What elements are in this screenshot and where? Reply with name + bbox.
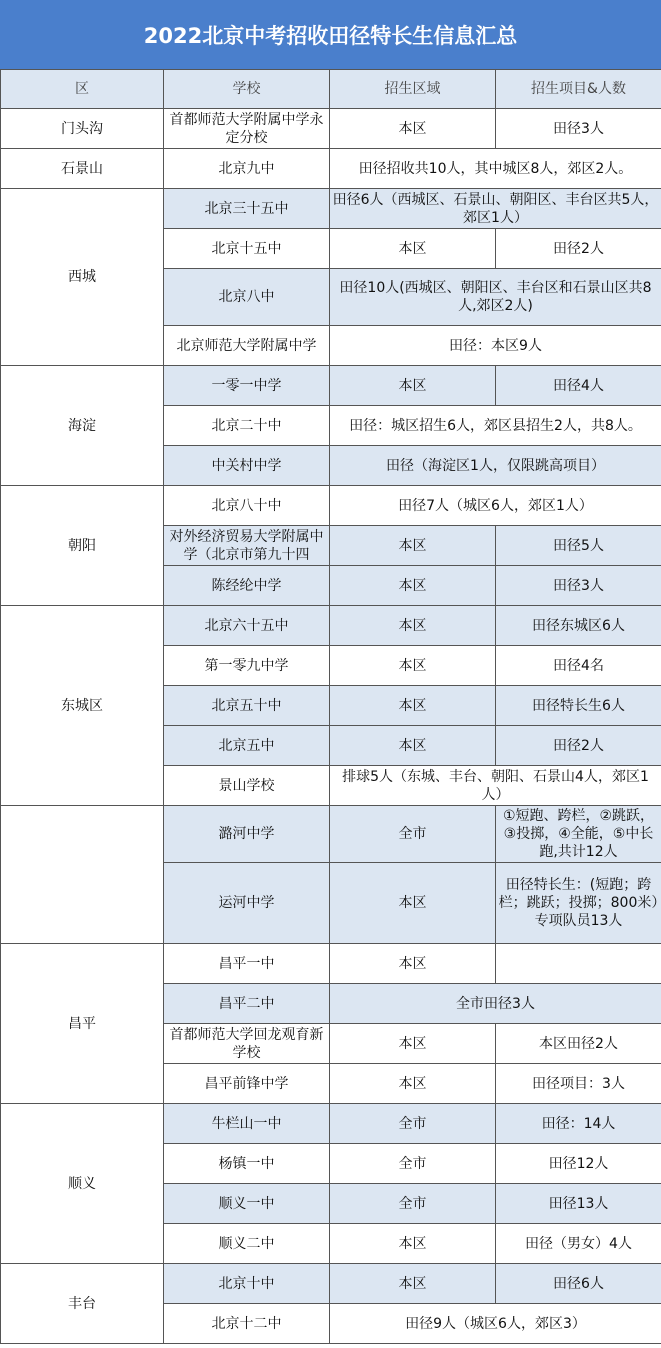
district-cell: 昌平 (1, 944, 164, 1104)
quota-cell: 田径5人 (496, 526, 661, 566)
area-cell: 全市 (330, 1144, 496, 1184)
school-cell: 北京六十五中 (164, 606, 330, 646)
area-cell: 本区 (330, 109, 496, 149)
school-cell: 景山学校 (164, 766, 330, 806)
area-cell: 本区 (330, 229, 496, 269)
quota-cell: 田径3人 (496, 566, 661, 606)
area-cell: 本区 (330, 606, 496, 646)
area-cell: 本区 (330, 686, 496, 726)
table-row (1, 1104, 661, 1144)
district-cell: 西城 (1, 189, 164, 366)
school-cell: 昌平前锋中学 (164, 1064, 330, 1104)
school-cell: 北京师范大学附属中学 (164, 326, 330, 366)
school-cell: 北京三十五中 (164, 189, 330, 229)
school-cell: 北京八中 (164, 269, 330, 326)
quota-cell: 田径13人 (496, 1184, 661, 1224)
merged-cell: 排球5人（东城、丰台、朝阳、石景山4人，郊区1人） (330, 766, 661, 806)
area-cell: 本区 (330, 566, 496, 606)
school-cell: 顺义一中 (164, 1184, 330, 1224)
school-cell: 北京二十中 (164, 406, 330, 446)
area-cell: 本区 (330, 1024, 496, 1064)
quota-cell: 田径项目：3人 (496, 1064, 661, 1104)
merged-cell: 全市田径3人 (330, 984, 661, 1024)
school-cell: 北京五十中 (164, 686, 330, 726)
quota-cell: 田径特长生6人 (496, 686, 661, 726)
school-cell: 中关村中学 (164, 446, 330, 486)
quota-cell: 田径2人 (496, 229, 661, 269)
table-row (1, 189, 661, 229)
table-row (1, 944, 661, 984)
district-cell: 顺义 (1, 1104, 164, 1264)
area-cell: 本区 (330, 726, 496, 766)
school-cell: 北京五中 (164, 726, 330, 766)
header-quota: 招生项目&人数 (496, 70, 661, 109)
merged-cell: 田径招收共10人，其中城区8人，郊区2人。 (330, 149, 661, 189)
table-row (1, 109, 661, 149)
info-table (0, 69, 661, 1344)
area-cell: 本区 (330, 526, 496, 566)
table-row (1, 1264, 661, 1304)
table-row (1, 606, 661, 646)
area-cell: 本区 (330, 1224, 496, 1264)
quota-cell: 田径2人 (496, 726, 661, 766)
school-cell: 杨镇一中 (164, 1144, 330, 1184)
quota-cell: 田径特长生：(短跑；跨栏；跳跃；投掷；800米）专项队员13人 (496, 863, 661, 944)
area-cell: 本区 (330, 863, 496, 944)
district-cell (1, 806, 164, 944)
school-cell: 对外经济贸易大学附属中学（北京市第九十四 (164, 526, 330, 566)
quota-cell: 田径：14人 (496, 1104, 661, 1144)
district-cell: 石景山 (1, 149, 164, 189)
table-row (1, 486, 661, 526)
area-cell: 本区 (330, 1064, 496, 1104)
district-cell: 门头沟 (1, 109, 164, 149)
area-cell: 本区 (330, 1264, 496, 1304)
district-cell: 海淀 (1, 366, 164, 486)
quota-cell: 本区田径2人 (496, 1024, 661, 1064)
area-cell: 全市 (330, 1104, 496, 1144)
district-cell: 朝阳 (1, 486, 164, 606)
area-cell: 全市 (330, 1184, 496, 1224)
quota-cell: ①短跑、跨栏，②跳跃，③投掷，④全能，⑤中长跑,共计12人 (496, 806, 661, 863)
district-cell: 东城区 (1, 606, 164, 806)
school-cell: 北京十中 (164, 1264, 330, 1304)
school-cell: 北京十五中 (164, 229, 330, 269)
area-cell: 全市 (330, 806, 496, 863)
header-district: 区 (1, 70, 164, 109)
quota-cell: 田径12人 (496, 1144, 661, 1184)
merged-cell: 田径10人(西城区、朝阳区、丰台区和石景山区共8人,郊区2人) (330, 269, 661, 326)
header-area: 招生区域 (330, 70, 496, 109)
area-cell: 本区 (330, 646, 496, 686)
quota-cell: 田径东城区6人 (496, 606, 661, 646)
table-row (1, 149, 661, 189)
merged-cell: 田径6人（西城区、石景山、朝阳区、丰台区共5人，郊区1人） (330, 189, 661, 229)
merged-cell: 田径9人（城区6人，郊区3） (330, 1304, 661, 1344)
merged-cell: 田径（海淀区1人，仅限跳高项目） (330, 446, 661, 486)
merged-cell: 田径：本区9人 (330, 326, 661, 366)
merged-cell: 田径：城区招生6人，郊区县招生2人，共8人。 (330, 406, 661, 446)
school-cell: 北京八十中 (164, 486, 330, 526)
quota-cell: 田径4人 (496, 366, 661, 406)
school-cell: 北京九中 (164, 149, 330, 189)
school-cell: 顺义二中 (164, 1224, 330, 1264)
school-cell: 牛栏山一中 (164, 1104, 330, 1144)
area-cell: 本区 (330, 366, 496, 406)
merged-cell: 田径7人（城区6人，郊区1人） (330, 486, 661, 526)
quota-cell: 田径（男女）4人 (496, 1224, 661, 1264)
header-school: 学校 (164, 70, 330, 109)
school-cell: 潞河中学 (164, 806, 330, 863)
table-row (1, 366, 661, 406)
table-row (1, 806, 661, 863)
school-cell: 第一零九中学 (164, 646, 330, 686)
school-cell: 北京十二中 (164, 1304, 330, 1344)
school-cell: 首都师范大学附属中学永定分校 (164, 109, 330, 149)
school-cell: 陈经纶中学 (164, 566, 330, 606)
school-cell: 运河中学 (164, 863, 330, 944)
quota-cell (496, 944, 661, 984)
page-title: 2022北京中考招收田径特长生信息汇总 (0, 0, 661, 70)
school-cell: 昌平一中 (164, 944, 330, 984)
school-cell: 一零一中学 (164, 366, 330, 406)
school-cell: 昌平二中 (164, 984, 330, 1024)
quota-cell: 田径3人 (496, 109, 661, 149)
district-cell: 丰台 (1, 1264, 164, 1344)
quota-cell: 田径4名 (496, 646, 661, 686)
quota-cell: 田径6人 (496, 1264, 661, 1304)
school-cell: 首都师范大学回龙观育新学校 (164, 1024, 330, 1064)
area-cell: 本区 (330, 944, 496, 984)
header-row (1, 70, 661, 109)
